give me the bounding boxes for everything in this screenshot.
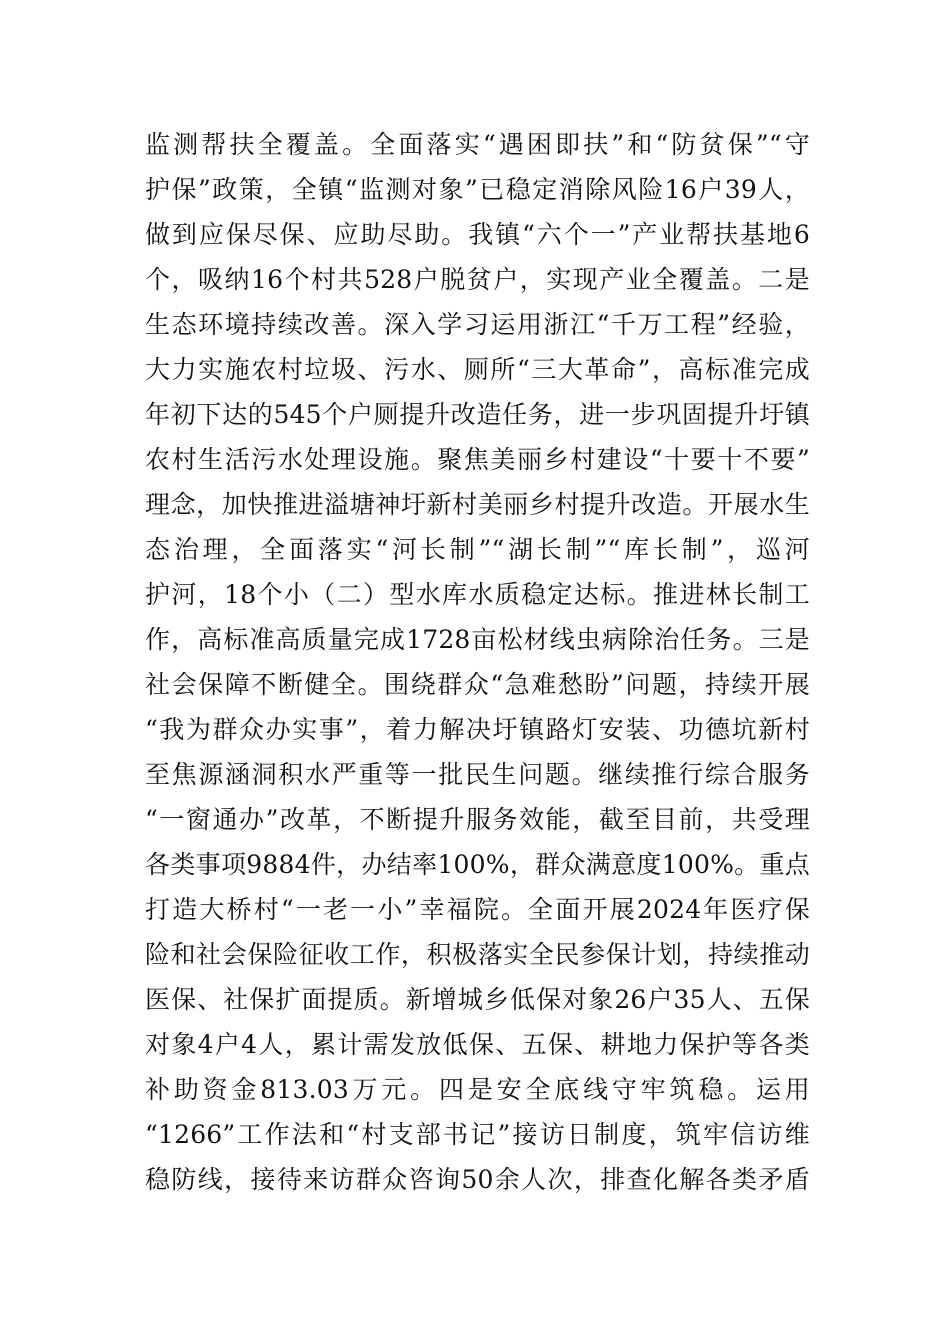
text-line: 作，高标准高质量完成1728亩松材线虫病除治任务。三是 [145,625,810,654]
text-line: 补助资金813.03万元。四是安全底线守牢筑稳。运用 [145,1075,810,1104]
text-line: 医保、社保扩面提质。新增城乡低保对象26户35人、五保 [145,985,810,1014]
text-line: 个，吸纳16个村共528户脱贫户，实现产业全覆盖。二是 [145,265,810,294]
text-line: 做到应保尽保、应助尽助。我镇“六个一”产业帮扶基地6 [145,220,810,249]
text-line: 稳防线，接待来访群众咨询50余人次，排查化解各类矛盾 [145,1165,810,1194]
text-line: 生态环境持续改善。深入学习运用浙江“千万工程”经验， [145,310,810,339]
text-line: “一窗通办”改革，不断提升服务效能，截至目前，共受理 [145,805,810,834]
text-line: “1266”工作法和“村支部书记”接访日制度，筑牢信访维 [145,1120,810,1149]
text-line: 对象4户4人，累计需发放低保、五保、耕地力保护等各类 [145,1030,810,1059]
text-line: 社会保障不断健全。围绕群众“急难愁盼”问题，持续开展 [145,670,810,699]
text-line: 打造大桥村“一老一小”幸福院。全面开展2024年医疗保 [145,895,810,924]
text-line: 护保”政策，全镇“监测对象”已稳定消除风险16户39人， [145,175,810,204]
text-line: 农村生活污水处理设施。聚焦美丽乡村建设“十要十不要” [145,445,810,474]
text-line: 各类事项9884件，办结率100%，群众满意度100%。重点 [145,850,810,879]
text-line: “我为群众办实事”，着力解决圩镇路灯安装、功德坑新村 [145,715,810,744]
document-body [145,122,810,1202]
text-line: 监测帮扶全覆盖。全面落实“遇困即扶”和“防贫保”“守 [145,130,810,159]
text-line: 护河，18个小（二）型水库水质稳定达标。推进林长制工 [145,580,810,609]
text-line: 态治理，全面落实“河长制”“湖长制”“库长制”，巡河 [145,535,810,564]
text-line: 险和社会保险征收工作，积极落实全民参保计划，持续推动 [145,940,810,969]
text-line: 大力实施农村垃圾、污水、厕所“三大革命”，高标准完成 [145,355,810,384]
text-line: 至焦源涵洞积水严重等一批民生问题。继续推行综合服务 [145,760,810,789]
text-line: 理念，加快推进溢塘神圩新村美丽乡村提升改造。开展水生 [145,490,810,519]
text-line: 年初下达的545个户厕提升改造任务，进一步巩固提升圩镇 [145,400,810,429]
